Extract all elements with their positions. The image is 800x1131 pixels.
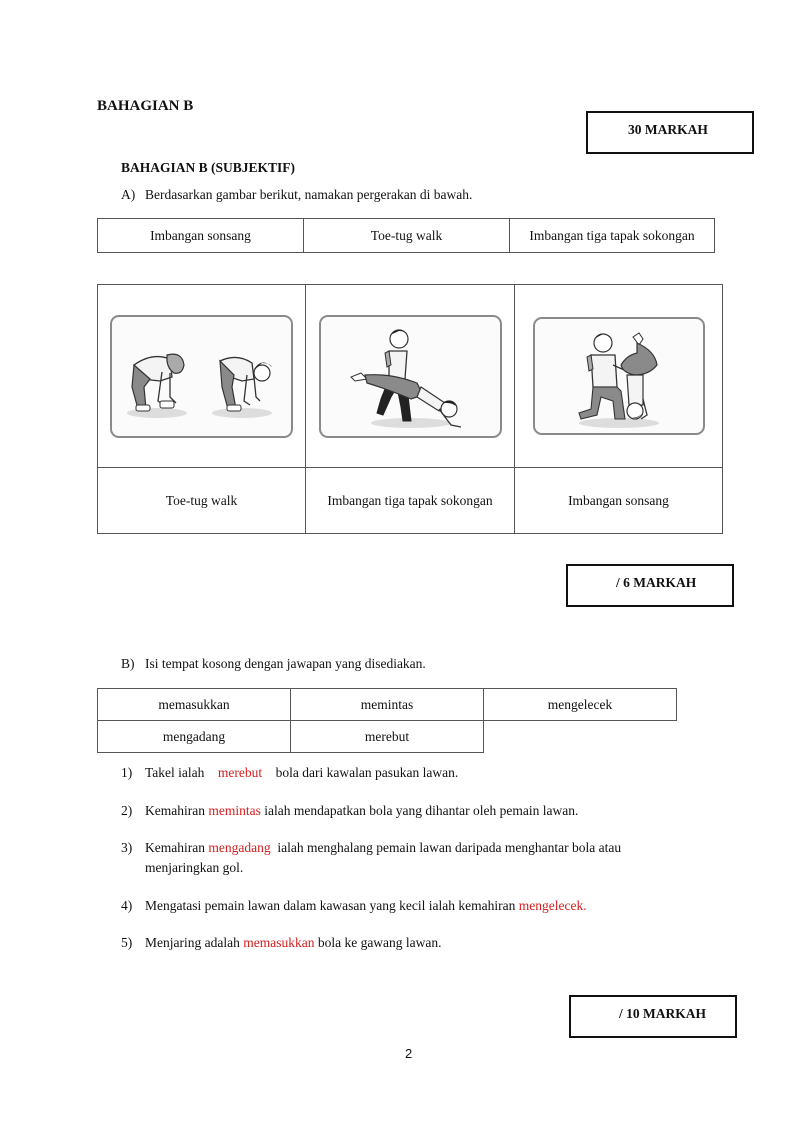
question-1 [121,763,458,783]
answer-text: mengadang [208,840,271,855]
question-text: ialah menghalang pemain lawan daripada menghantar bola atau [277,840,622,855]
part-b-marks-box [569,995,737,1038]
word-bank-cell: memasukkan [98,689,291,721]
question-text: Kemahiran [145,803,205,818]
part-b-word-bank [97,688,677,753]
part-b-instruction [121,656,426,672]
question-text: Mengatasi pemain lawan dalam kawasan yang kecil ialah kemahiran [145,898,516,913]
word-bank-cell: Toe-tug walk [304,219,510,253]
question-text: Menjaring adalah [145,935,240,950]
section-title: BAHAGIAN B [97,98,194,114]
picture-cell [515,285,723,468]
picture-answer: Imbangan tiga tapak sokongan [306,468,515,534]
question-5 [121,933,442,953]
wheelbarrow-three-point-balance-illustration-icon [319,315,502,438]
word-bank-cell: Imbangan tiga tapak sokongan [510,219,715,253]
picture-answer: Toe-tug walk [98,468,306,534]
word-bank-cell: mengadang [98,721,291,753]
part-a-marks-label: / 6 MARKAH [616,575,697,590]
headstand-inverted-balance-illustration-icon [533,317,705,435]
answer-text: memasukkan [243,935,315,950]
question-text: bola ke gawang lawan. [317,935,442,950]
part-a-picture-table [97,284,723,534]
total-marks-box [586,111,754,154]
question-number: 2) [121,803,133,818]
question-text: menjaringkan gol. [145,860,244,875]
empty-cell [484,721,677,753]
page-number: 2 [405,1046,413,1061]
question-2 [121,801,578,821]
total-marks-label: 30 MARKAH [628,122,708,137]
question-number: 1) [121,765,133,780]
answer-text: memintas [208,803,261,818]
answer-text: mengelecek. [518,898,587,913]
part-a-instruction-text: Berdasarkan gambar berikut, namakan pergerakan di bawah. [145,187,473,202]
word-bank-cell: merebut [291,721,484,753]
part-a-instruction [121,187,472,203]
part-a-word-bank [97,218,715,253]
part-b-label: B) [121,656,135,671]
subtitle: BAHAGIAN B (SUBJEKTIF) [121,160,296,175]
picture-cell [306,285,515,468]
question-number: 5) [121,935,133,950]
part-a-marks-box [566,564,734,607]
question-number: 3) [121,840,133,855]
word-bank-cell: Imbangan sonsang [98,219,304,253]
question-number: 4) [121,898,133,913]
answer-text: merebut [217,765,263,780]
part-a-label: A) [121,187,136,202]
word-bank-cell: memintas [291,689,484,721]
question-text: Kemahiran [145,840,205,855]
part-b-instruction-text: Isi tempat kosong dengan jawapan yang disediakan. [145,656,426,671]
word-bank-cell: mengelecek [484,689,677,721]
question-text: Takel ialah [145,765,205,780]
question-text: ialah mendapatkan bola yang dihantar oleh pemain lawan. [264,803,579,818]
picture-cell [98,285,306,468]
question-text: bola dari kawalan pasukan lawan. [275,765,459,780]
part-b-marks-label: / 10 MARKAH [619,1006,706,1021]
question-3 [121,838,621,878]
toe-tug-walk-illustration-icon [110,315,293,438]
picture-answer: Imbangan sonsang [515,468,723,534]
question-4 [121,896,587,916]
